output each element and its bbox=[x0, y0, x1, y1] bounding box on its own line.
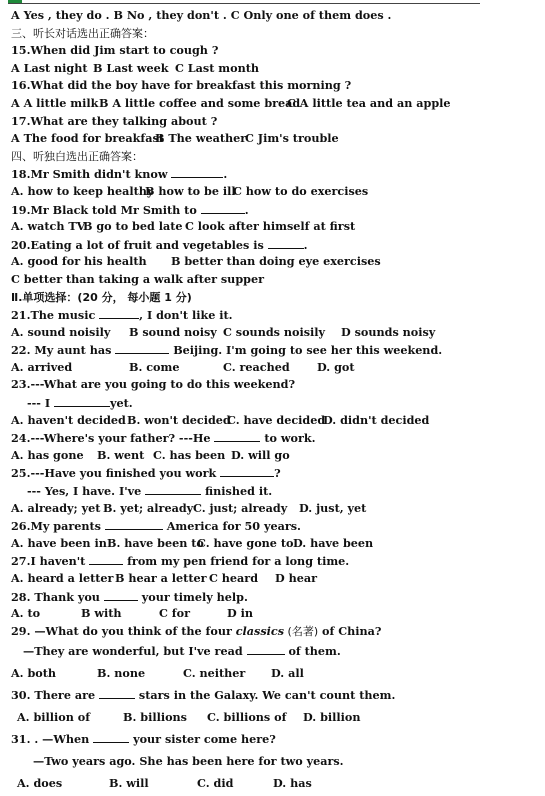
q24-stem: 24.---Where's your father? ---He to work. bbox=[11, 431, 316, 446]
option-c[interactable]: C Jim's trouble bbox=[245, 131, 339, 146]
answer-blank[interactable] bbox=[145, 482, 201, 495]
option-a[interactable]: A. already; yet bbox=[11, 500, 101, 515]
option-c[interactable]: C better than taking a walk after supper bbox=[11, 271, 264, 286]
answer-blank[interactable] bbox=[214, 429, 260, 442]
option-d[interactable]: D sounds noisy bbox=[341, 324, 436, 339]
q25-stem: 25.---Have you finished you work ? bbox=[11, 466, 281, 481]
option-d[interactable]: D hear bbox=[275, 571, 317, 585]
q15-stem: 15.When did Jim start to cough ? bbox=[11, 43, 219, 58]
option-a[interactable]: A. to bbox=[11, 606, 41, 621]
option-b[interactable]: B. come bbox=[129, 359, 180, 374]
option-d[interactable]: D. has bbox=[273, 776, 312, 791]
answer-blank[interactable] bbox=[171, 165, 223, 178]
option-a[interactable]: A. have been in bbox=[11, 535, 107, 550]
option-a[interactable]: A The food for breakfast bbox=[11, 131, 164, 146]
option-c[interactable]: C. reached bbox=[223, 359, 290, 374]
q23-answer-line: --- I yet. bbox=[27, 396, 133, 411]
q22-stem: 22. My aunt has Beijing. I'm going to see her this weekend. bbox=[11, 343, 443, 358]
option-a[interactable]: A. sound noisily bbox=[11, 324, 111, 339]
q18-stem: 18.Mr Smith didn't know . bbox=[11, 167, 228, 182]
answer-blank[interactable] bbox=[268, 236, 304, 249]
q25-answer-line: --- Yes, I have. I've finished it. bbox=[27, 484, 273, 499]
option-d[interactable]: D. have been bbox=[293, 535, 374, 550]
q21-options bbox=[11, 324, 541, 342]
option-a[interactable]: A. arrived bbox=[11, 359, 73, 374]
option-c[interactable]: C A little tea and an apple bbox=[287, 95, 451, 110]
option-c[interactable]: C look after himself at first bbox=[185, 219, 356, 234]
option-a[interactable]: A. haven't decided bbox=[11, 412, 126, 427]
q26-stem: 26.My parents America for 50 years. bbox=[11, 519, 301, 534]
q28-options bbox=[11, 605, 541, 623]
q20-options-2 bbox=[11, 271, 541, 289]
option-b[interactable]: B. billions bbox=[123, 710, 187, 725]
q16-stem: 16.What did the boy have for breakfast this morning ? bbox=[11, 78, 352, 93]
option-c[interactable]: C. billions of bbox=[207, 710, 287, 725]
q17-options bbox=[11, 130, 541, 148]
option-c[interactable]: C. did bbox=[197, 776, 234, 791]
option-b[interactable]: B A little coffee and some bread bbox=[99, 95, 301, 110]
option-a[interactable]: A Last night bbox=[11, 60, 88, 75]
option-c[interactable]: C for bbox=[159, 606, 190, 621]
option-a[interactable]: A. does bbox=[17, 776, 63, 791]
option-b[interactable]: B with bbox=[81, 606, 122, 621]
option-a[interactable]: A. watch TV bbox=[11, 219, 86, 234]
q19-options bbox=[11, 218, 541, 236]
section3-title: 三、听长对话选出正确答案： bbox=[11, 26, 154, 40]
option-d[interactable]: D. all bbox=[271, 666, 304, 681]
option-b[interactable]: B hear a letter bbox=[115, 571, 207, 585]
option-c[interactable]: C. just; already bbox=[193, 500, 288, 515]
answer-blank[interactable] bbox=[93, 730, 129, 743]
q28-stem: 28. Thank you your timely help. bbox=[11, 589, 248, 604]
q17-stem: 17.What are they talking about ? bbox=[11, 113, 218, 128]
answer-blank[interactable] bbox=[201, 201, 245, 214]
q27-stem: 27.I haven't from my pen friend for a long time. bbox=[11, 554, 350, 569]
option-c[interactable]: C. have gone to bbox=[197, 535, 294, 550]
answer-blank[interactable] bbox=[247, 642, 285, 655]
q26-options bbox=[11, 535, 541, 553]
option-c[interactable]: C. neither bbox=[183, 666, 246, 681]
option-d[interactable]: D. got bbox=[317, 359, 355, 374]
option-c[interactable]: C Last month bbox=[175, 60, 260, 75]
option-a[interactable]: A A little milk bbox=[11, 95, 99, 110]
option-b[interactable]: B. went bbox=[97, 447, 145, 462]
q27-options bbox=[11, 570, 541, 588]
option-d[interactable]: D. didn't decided bbox=[323, 412, 430, 427]
section2-title: Ⅱ.单项选择：(20 分， 每小题 1 分) bbox=[11, 290, 192, 304]
option-b[interactable]: B The weather bbox=[155, 131, 247, 146]
q22-options bbox=[11, 359, 541, 377]
option-a[interactable]: A. billion of bbox=[17, 710, 91, 725]
section4-title: 四、听独白选出正确答案： bbox=[11, 149, 143, 163]
q30-options bbox=[11, 706, 541, 728]
answer-blank[interactable] bbox=[220, 464, 274, 477]
answer-blank[interactable] bbox=[99, 306, 139, 319]
exam-page bbox=[11, 7, 541, 794]
answer-blank[interactable] bbox=[54, 394, 110, 407]
option-b[interactable]: B how to be ill bbox=[145, 183, 236, 198]
q16-options bbox=[11, 95, 541, 113]
option-b[interactable]: B. have been to bbox=[107, 535, 204, 550]
option-d[interactable]: D. just, yet bbox=[299, 500, 367, 515]
answer-blank[interactable] bbox=[99, 686, 135, 699]
q29-answer-line: —They are wonderful, but I've read of them. bbox=[23, 644, 341, 659]
q15-options bbox=[11, 60, 541, 78]
q21-stem: 21.The music , I don't like it. bbox=[11, 308, 233, 323]
answer-blank[interactable] bbox=[89, 552, 123, 565]
option-b[interactable]: B. none bbox=[97, 666, 146, 681]
q29-stem: 29. —What do you think of the four classics (名著) of China? bbox=[11, 623, 382, 638]
q31-stem: 31. . —When your sister come here? bbox=[11, 732, 276, 747]
q25-options bbox=[11, 500, 541, 518]
option-c[interactable]: C. have decided bbox=[227, 412, 326, 427]
option-d[interactable]: D. will go bbox=[231, 447, 290, 462]
q29-options bbox=[11, 662, 541, 684]
option-a[interactable]: A. has gone bbox=[11, 447, 84, 462]
q24-options bbox=[11, 447, 541, 465]
option-b[interactable]: B. yet; already bbox=[103, 500, 194, 515]
option-b[interactable]: B sound noisy bbox=[129, 324, 217, 339]
option-b[interactable]: B. will bbox=[109, 776, 149, 791]
q30-stem: 30. There are stars in the Galaxy. We can't count them. bbox=[11, 688, 396, 703]
q23-stem: 23.---What are you going to do this weekend? bbox=[11, 377, 296, 392]
q20-options bbox=[11, 253, 541, 271]
answer-blank[interactable] bbox=[104, 588, 138, 601]
q19-stem: 19.Mr Black told Mr Smith to . bbox=[11, 202, 249, 217]
option-a[interactable]: A. heard a letter bbox=[11, 571, 114, 585]
q31-answer-line: —Two years ago. She has been here for two years. bbox=[33, 754, 344, 769]
option-b[interactable]: B Last week bbox=[93, 60, 169, 75]
option-b[interactable]: B go to bed late bbox=[83, 219, 183, 234]
option-c[interactable]: C heard bbox=[209, 571, 259, 585]
option-c[interactable]: C. has been bbox=[153, 447, 226, 462]
option-a[interactable]: A. good for his health bbox=[11, 254, 147, 269]
option-a[interactable]: A. both bbox=[11, 666, 57, 681]
answer-blank[interactable] bbox=[105, 517, 163, 530]
option-d[interactable]: D. billion bbox=[303, 710, 361, 725]
option-d[interactable]: D in bbox=[227, 606, 253, 621]
answer-blank[interactable] bbox=[115, 341, 169, 354]
option-b[interactable]: B better than doing eye exercises bbox=[171, 254, 381, 269]
option-c[interactable]: C how to do exercises bbox=[233, 183, 369, 198]
top-rule bbox=[8, 3, 480, 4]
option-c[interactable]: C sounds noisily bbox=[223, 324, 325, 339]
q23-options bbox=[11, 412, 541, 430]
q18-options bbox=[11, 183, 541, 201]
option-a[interactable]: A. how to keep healthy bbox=[11, 183, 154, 198]
q31-options bbox=[11, 772, 541, 794]
q20-stem: 20.Eating a lot of fruit and vegetables is . bbox=[11, 237, 308, 252]
option-b[interactable]: B. won't decided bbox=[127, 412, 231, 427]
q14-options: A Yes , they do . B No , they don't . C Only one of them does . bbox=[11, 8, 392, 22]
